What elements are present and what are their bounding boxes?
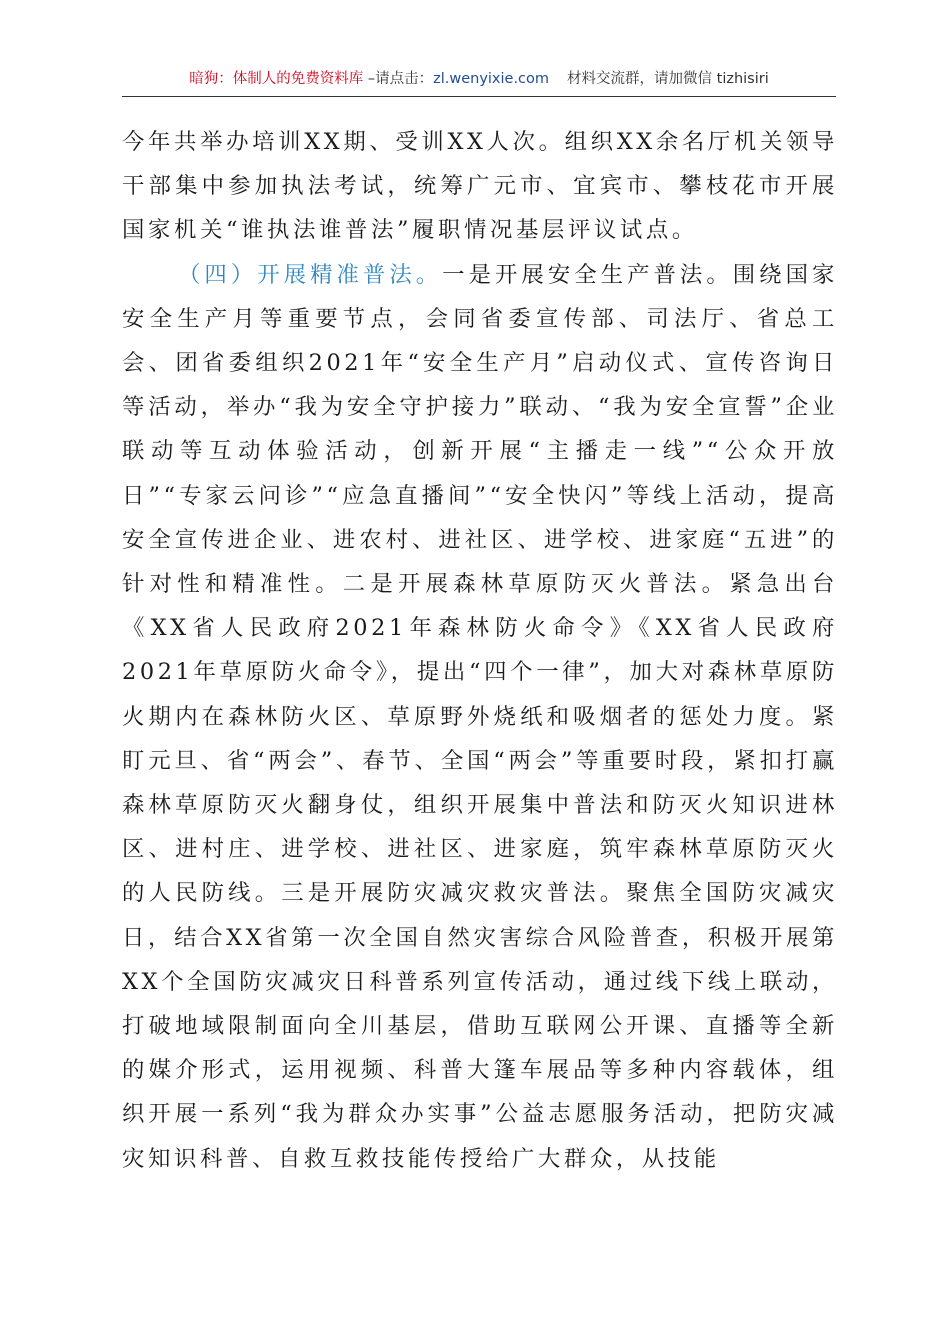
section-heading-4: （四）开展精准普法。 [178,261,443,288]
promo-click-prompt: –请点击： [363,71,434,87]
paragraph-continued: 今年共举办培训XX期、受训XX人次。组织XX余名厅机关领导干部集中参加执法考试，统筹广元市、宜宾市、攀枝花市开展国家机关“谁执法谁普法”履职情况基层评议试点。 [122,129,838,244]
promo-site-name: 暗狗：体制人的免费资料库 [189,71,364,87]
promo-wechat-text: 材料交流群，请加微信 tizhisiri [567,71,769,87]
page-header [122,66,836,97]
paragraph-section-4 [122,253,838,1181]
section-4-text: 一是开展安全生产普法。围绕国家安全生产月等重要节点，会同省委宣传部、司法厅、省总工会、团省委组织2021年“安全生产月”启动仪式、宣传咨询日等活动，举办“我为安全守护接力”联动、“我为安全宣誓”企业联动等互动体验活动，创新开展“主播走一线”“公众开放日”“专家云问诊”“应急直播间”“安全快闪”等线上活动，提高安全宣传进企业、进农村、进社区、进学校、进家庭“五进”的针对性和精准性。二是开展森林草原防灭火普法。紧急出台《XX省人民政府2021年森林防火命令》《XX省人民政府2021年草原防火命令》，提出“四个一律”，加大对森林草原防火期内在森林防火区、草原野外烧纸和吸烟者的惩处力度。紧盯元旦、省“两会”、春节、全国“两会”等重要时段，紧扣打赢森林草原防灭火翻身仗，组织开展集中普法和防灭火知识进林区、进村庄、进学校、进社区、进家庭，筑牢森林草原防灭火的人民防线。三是开展防灾减灾救灾普法。聚焦全国防灾减灾日，结合XX省第一次全国自然灾害综合风险普查，积极开展第XX个全国防灾减灾日科普系列宣传活动，通过线下线上联动，打破地域限制面向全川基层，借助互联网公开课、直播等全新的媒介形式，运用视频、科普大篷车展品等多种内容载体，组织开展一系列“我为群众办实事”公益志愿服务活动，把防灾减灾知识科普、自救互救技能传授给广大群众，从技能 [122,261,839,1172]
document-body [122,120,838,1181]
promo-url-link[interactable]: zl.wenyixie.com [433,71,550,87]
